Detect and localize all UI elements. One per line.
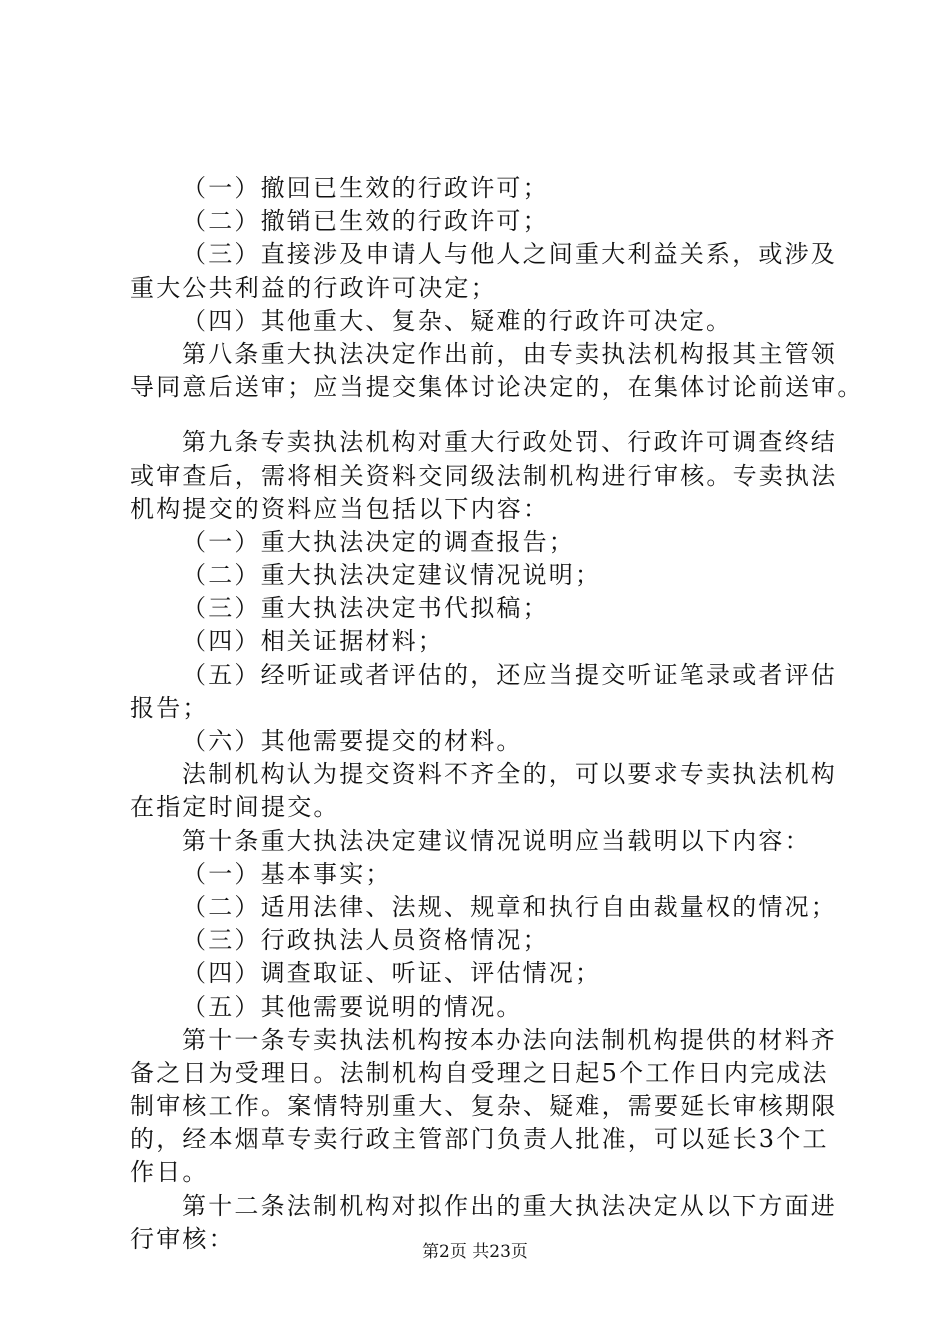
text-line: 制审核工作。案情特别重大、复杂、疑难，需要延长审核期限	[130, 1092, 838, 1121]
text-line: （三）行政执法人员资格情况；	[182, 926, 549, 955]
document-body	[130, 172, 864, 1256]
text-line: （一）撤回已生效的行政许可；	[182, 174, 549, 202]
text-line: （一）重大执法决定的调查报告；	[182, 527, 575, 556]
text-line: （二）适用法律、法规、规章和执行自由裁量权的情况；	[182, 892, 837, 921]
text-line: （六）其他需要提交的材料。	[182, 727, 523, 755]
paragraph-gap	[130, 404, 840, 426]
text-line: 报告；	[130, 693, 209, 722]
text-line: （四）相关证据材料；	[182, 627, 444, 656]
text-line: 机构提交的资料应当包括以下内容：	[130, 494, 550, 523]
text-line: 第十二条法制机构对拟作出的重大执法决定从以下方面进	[182, 1191, 837, 1220]
text-line: 或审查后，需将相关资料交同级法制机构进行审核。专卖执法	[130, 461, 838, 490]
text-line: 行审核：	[130, 1224, 235, 1253]
text-line: 法制机构认为提交资料不齐全的，可以要求专卖执法机构	[182, 760, 837, 789]
text-line: （一）基本事实；	[182, 859, 392, 888]
text-line: （二）撤销已生效的行政许可；	[182, 207, 549, 236]
text-line: 导同意后送审；应当提交集体讨论决定的，在集体讨论前送审。	[130, 373, 864, 402]
text-line: 备之日为受理日。法制机构自受理之日起5个工作日内完成法	[130, 1058, 829, 1087]
text-line: 在指定时间提交。	[130, 793, 340, 822]
text-line: 第九条专卖执法机构对重大行政处罚、行政许可调查终结	[182, 428, 837, 457]
text-line: 重大公共利益的行政许可决定；	[130, 273, 497, 302]
page-footer	[0, 1240, 950, 1264]
text-line: 作日。	[130, 1158, 209, 1187]
text-line: （三）重大执法决定书代拟稿；	[182, 594, 549, 623]
text-line: （二）重大执法决定建议情况说明；	[182, 561, 602, 590]
text-line: （五）经听证或者评估的，还应当提交听证笔录或者评估	[182, 660, 837, 689]
text-line: 第十条重大执法决定建议情况说明应当载明以下内容：	[182, 826, 811, 855]
text-line: 第十一条专卖执法机构按本办法向法制机构提供的材料齐	[182, 1025, 837, 1054]
text-line: 的，经本烟草专卖行政主管部门负责人批准，可以延长3个工	[130, 1125, 829, 1154]
page-number: 第2页 共23页	[422, 1242, 528, 1262]
text-line: 第八条重大执法决定作出前，由专卖执法机构报其主管领	[182, 339, 837, 368]
text-line: （四）其他重大、复杂、疑难的行政许可决定。	[182, 306, 733, 335]
text-line: （五）其他需要说明的情况。	[182, 992, 523, 1021]
text-line: （三）直接涉及申请人与他人之间重大利益关系，或涉及	[182, 240, 837, 269]
text-line: （四）调查取证、听证、评估情况；	[182, 959, 602, 988]
